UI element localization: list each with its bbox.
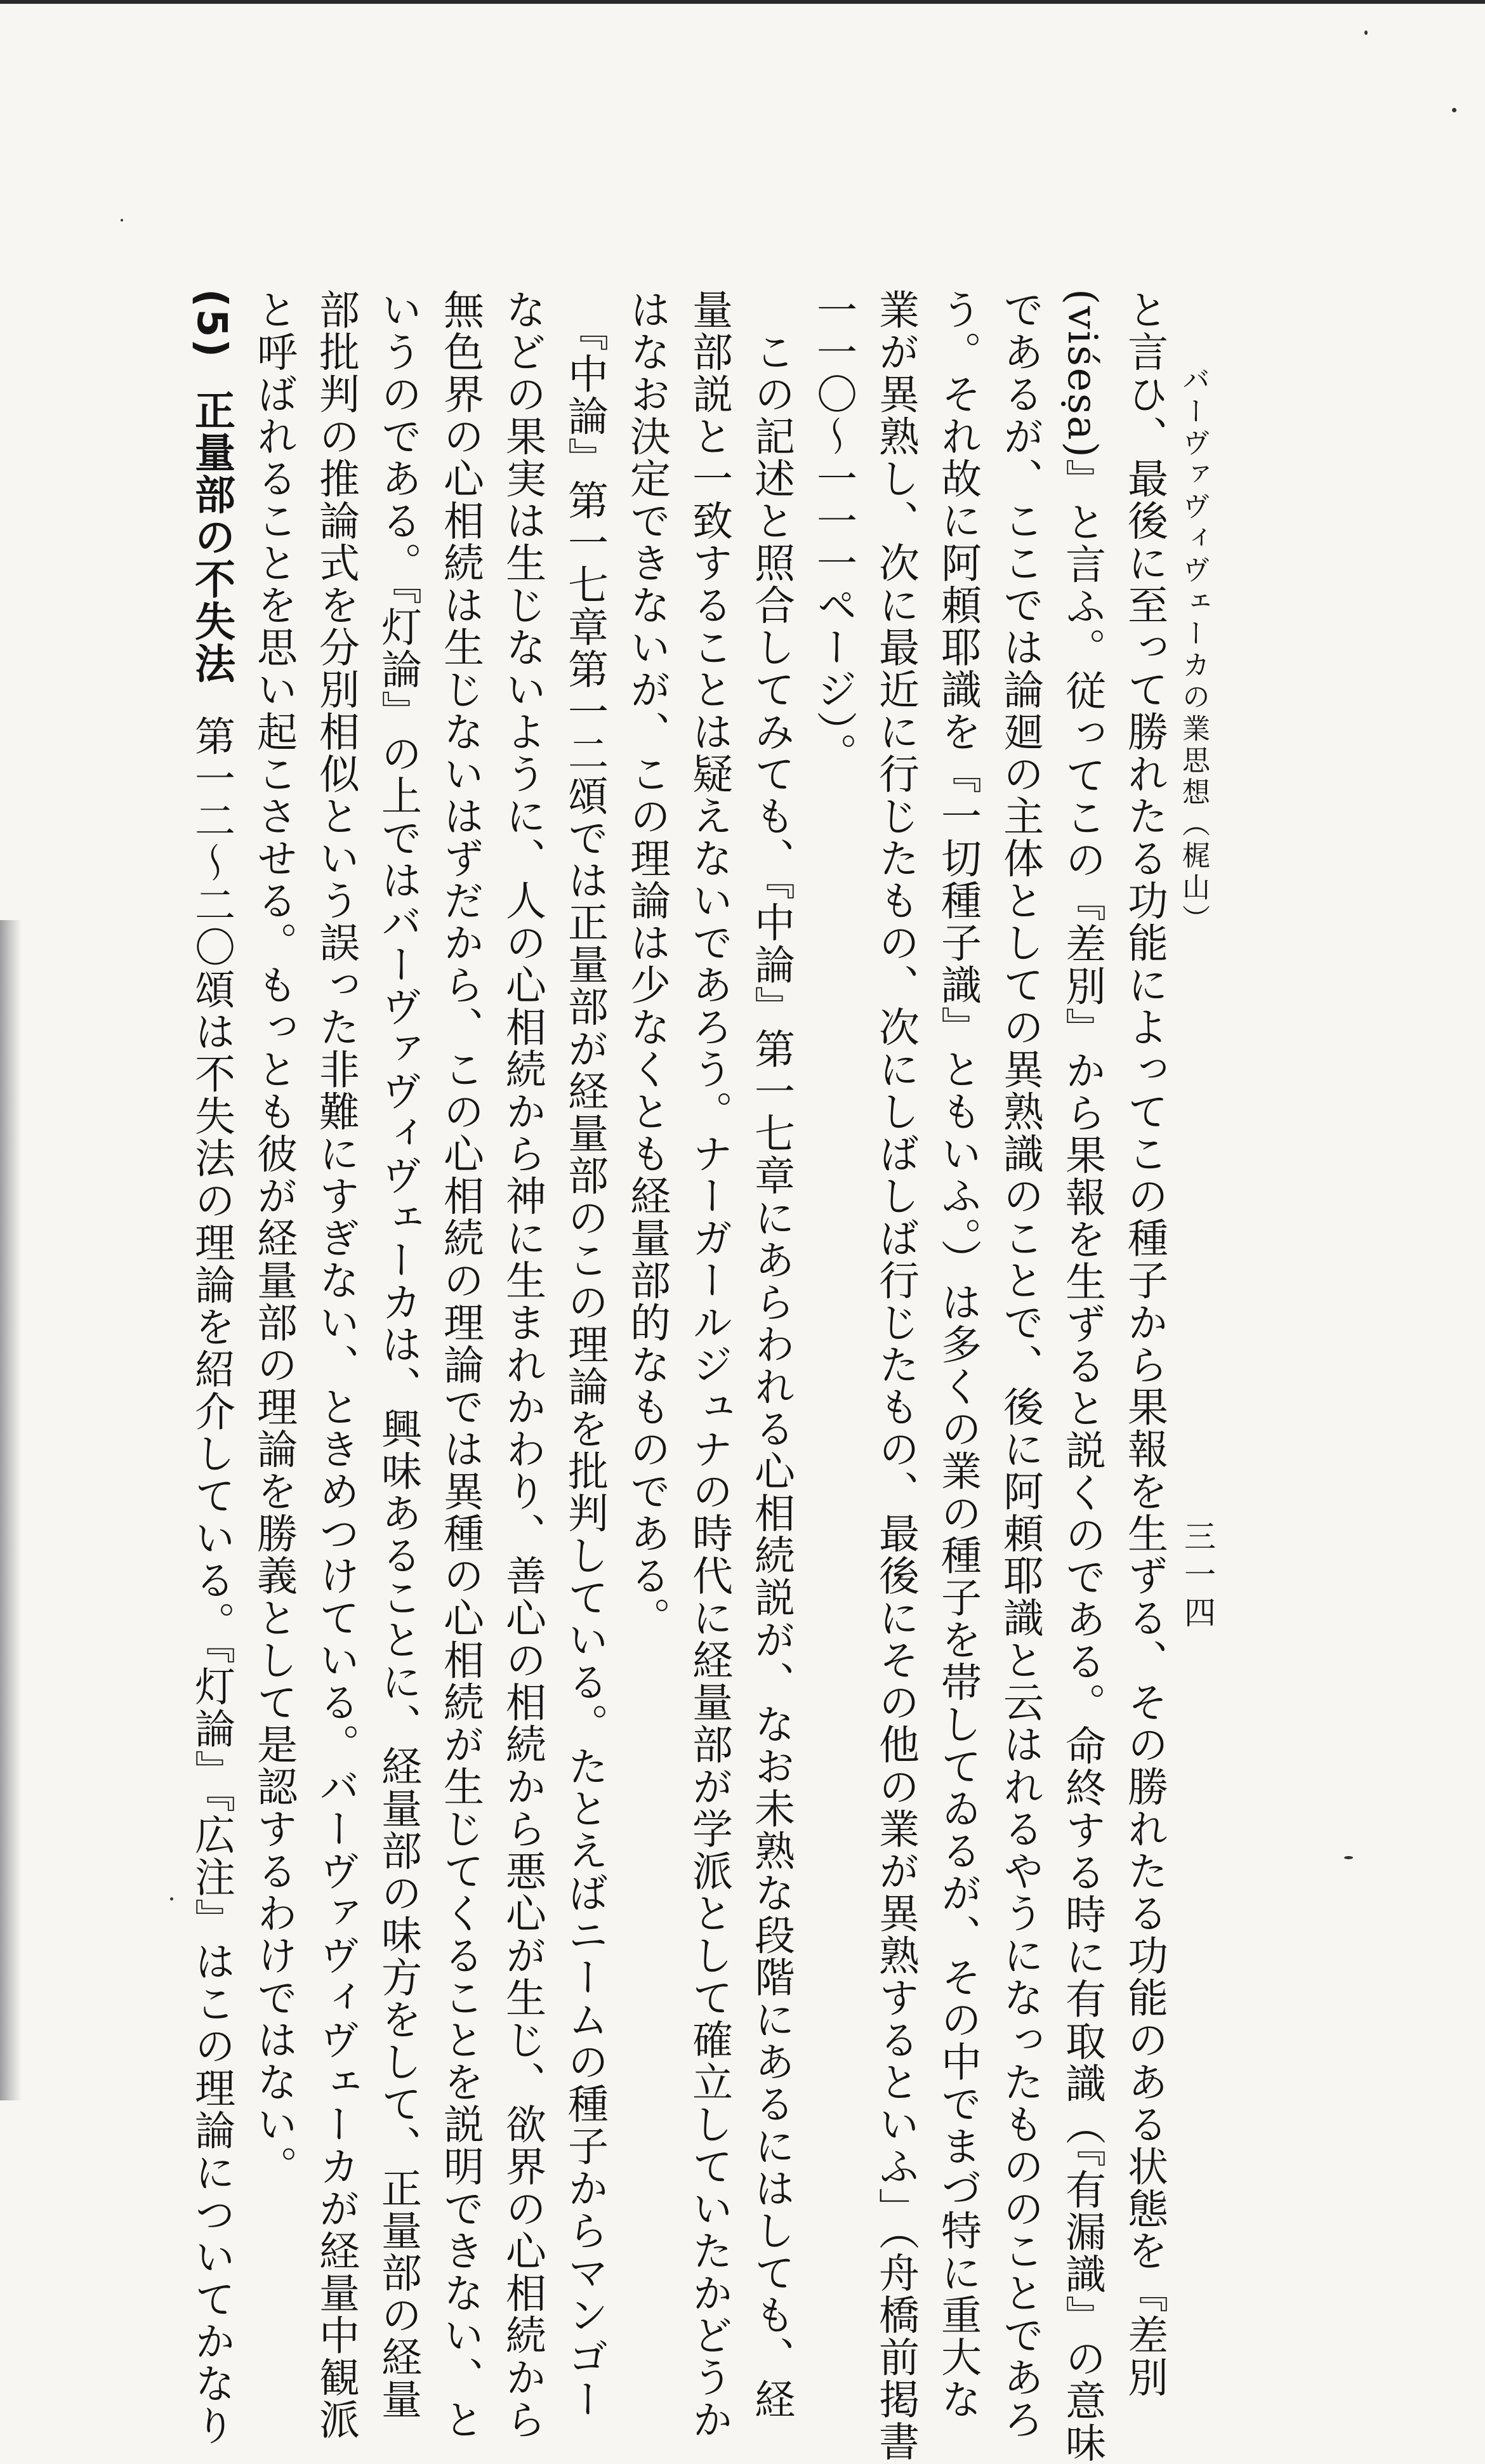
- heading-gap: [211, 359, 212, 390]
- text-line: 無色界の心相続は生じないはずだから、この心相続の理論では異種の心相続が生じてくることを説明できない、と: [437, 289, 484, 2441]
- section-number: (5): [188, 289, 235, 359]
- scan-speck: [1344, 1856, 1353, 1859]
- text-line: 量部説と一致することは疑えないであろう。ナーガールジュナの時代に経量部が学派として確立していたかどうか: [685, 289, 732, 2441]
- running-head: バーヴァヴィヴェーカの業思想（梶山）: [1177, 365, 1210, 936]
- text-line: と言ひ、最後に至って勝れたる功能によってこの種子から果報を生ずる、その勝れたる功能のある状態を『差別: [1121, 289, 1168, 2399]
- section-text: 第一二〜二〇頌は不失法の理論を紹介している。『灯論』『広注』はこの理論についてかなり: [188, 715, 235, 2448]
- body-text: [180, 289, 1175, 2464]
- text-line: (viśeṣa)』と言ふ。従ってこの『差別』から果報を生ずると説くのである。命終する時に有取識（『有漏識』の意味: [1059, 289, 1106, 2464]
- heading-gap: [211, 685, 212, 715]
- text-line: いうのである。『灯論』の上ではバーヴァヴィヴェーカは、興味あることに、経量部の味方をして、正量部の経量: [374, 289, 421, 2421]
- section-title: 正量部の不失法: [188, 389, 235, 685]
- scan-speck: [121, 219, 123, 221]
- scan-speck: [1452, 108, 1456, 112]
- section-heading-line: [180, 289, 242, 2448]
- page-number: 三一四: [1179, 1520, 1216, 1634]
- text-line: 一一〇〜一一一ページ）。: [810, 289, 857, 775]
- text-line: 部批判の推論式を分別相似という誤った非難にすぎない、ときめつけている。バーヴァヴィヴェーカが経量中観派: [312, 289, 359, 2441]
- page-top-edge: [0, 0, 1485, 4]
- text-line: であるが、ここでは論廻の主体としての異熟識のことで、後に阿頼耶識と云はれるやうになったもののことであろ: [996, 289, 1043, 2441]
- text-line: 『中論』第一七章第一二頌では正量部が経量部のこの理論を批判している。たとえばニームの種子からマンゴー: [561, 289, 608, 2421]
- text-line: この記述と照合してみても、『中論』第一七章にあらわれる心相続説が、なお未熟な段階にあるにはしても、経: [748, 289, 795, 2421]
- text-line: などの果実は生じないように、人の心相続から神に生まれかわり、善心の相続から悪心が生じ、欲界の心相続から: [499, 289, 546, 2441]
- text-line: う。それ故に阿頼耶識を『一切種子識』ともいふ。）は多くの業の種子を帯してゐるが、その中でまづ特に重大な: [934, 289, 981, 2421]
- scan-speck: [170, 1897, 173, 1901]
- text-line: はなお決定できないが、この理論は少なくとも経量部的なものである。: [623, 289, 670, 1639]
- text-line: と呼ばれることを思い起こさせる。もっとも彼が経量部の理論を勝義として是認するわけではない。: [250, 289, 297, 2188]
- text-line: 業が異熟し、次に最近に行じたもの、次にしばしば行じたもの、最後にその他の業が異熟するといふ」（舟橋前掲書: [872, 289, 919, 2463]
- scan-speck: [1364, 30, 1368, 35]
- scan-binding-shadow: [0, 920, 22, 2100]
